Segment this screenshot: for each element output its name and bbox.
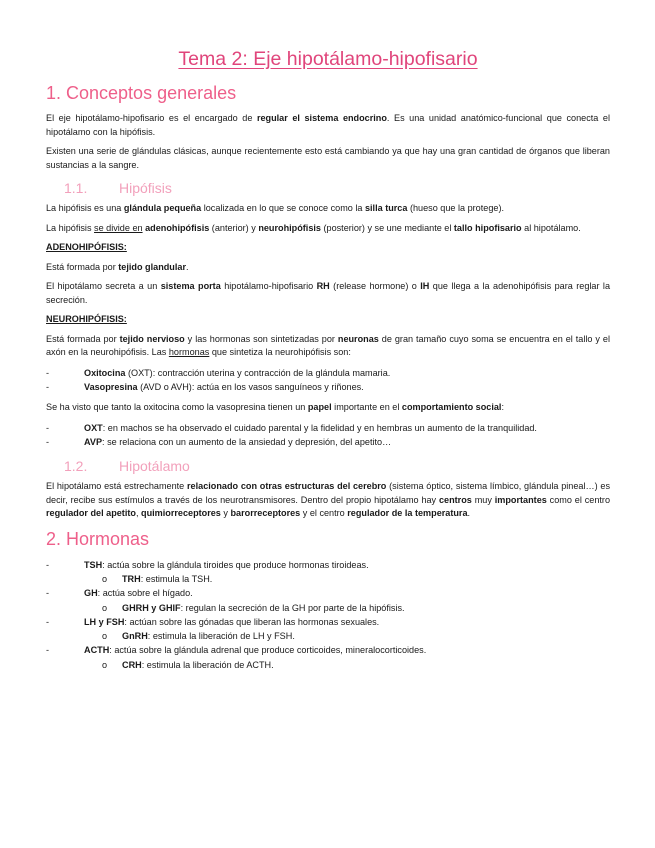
circle-bullet: o <box>102 631 108 642</box>
dash-bullet: - <box>46 559 50 570</box>
sub-list <box>46 658 610 672</box>
sub-list <box>46 572 610 586</box>
paragraph-adeno-tejido: Está formada por tejido glandular. <box>46 261 189 272</box>
adenohipofisis-heading: ADENOHIPÓFISIS: <box>46 242 127 252</box>
sub-list <box>46 629 610 643</box>
sub-list-item: o GHRH y GHIF: regulan la secreción de la GH por parte de la hipófisis. <box>46 601 610 615</box>
paragraph-hipofisis-division: La hipófisis se divide en adenohipófisis (anterior) y neurohipófisis (posterior) y se une mediante el tallo hipofisario al hipotálamo. <box>46 222 581 233</box>
subsection-number: 1.1. <box>64 180 88 196</box>
neuro-hormones-list <box>46 366 610 395</box>
list-item: - Vasopresina (AVD o AVH): actúa en los vasos sanguíneos y riñones. <box>46 380 610 394</box>
sub-list <box>46 601 610 615</box>
paragraph-hipofisis-def: La hipófisis es una glándula pequeña localizada en lo que se conoce como la silla turca (hueso que la protege). <box>46 203 504 213</box>
dash-bullet: - <box>46 645 50 656</box>
dash-bullet: - <box>46 588 50 599</box>
paragraph-glandulas: Existen una serie de glándulas clásicas, aunque recientemente esto está cambiando ya que hay una gran cantidad de órganos que liberan sustancias a la sangre. <box>46 146 610 170</box>
list-item: - AVP: se relaciona con un aumento de la ansiedad y depresión, del apetito… <box>46 435 610 449</box>
section-heading-hormonas: 2. Hormonas <box>46 528 150 549</box>
circle-bullet: o <box>102 659 108 670</box>
list-item: - GH: actúa sobre el hígado. o GHRH y GHIF: regulan la secreción de la GH por parte de la hipófisis. <box>46 586 610 615</box>
dash-bullet: - <box>46 367 50 378</box>
paragraph-social: Se ha visto que tanto la oxitocina como la vasopresina tienen un papel importante en el comportamiento social: <box>46 402 504 413</box>
social-behavior-list <box>46 421 610 450</box>
document-page <box>46 46 610 679</box>
sub-list-item: o TRH: estimula la TSH. <box>46 572 610 586</box>
dash-bullet: - <box>46 381 50 392</box>
sub-list-item: o GnRH: estimula la liberación de LH y FSH. <box>46 629 610 643</box>
subsection-number: 1.2. <box>64 458 88 475</box>
dash-bullet: - <box>46 616 50 627</box>
page-title: Tema 2: Eje hipotálamo-hipofisario <box>178 48 478 70</box>
subsection-title: Hipófisis <box>119 180 172 196</box>
section-heading-conceptos: 1. Conceptos generales <box>46 83 237 103</box>
list-item: - OXT: en machos se ha observado el cuidado parental y la fidelidad y en hembras un aumento de la tranquilidad. <box>46 421 610 435</box>
paragraph-eje: El eje hipotálamo-hipofisario es el encargado de regular el sistema endocrino. Es una unidad anatómico-funcional que conecta el hipotálamo con la hipófisis. <box>46 113 610 137</box>
subsection-heading-hipofisis <box>46 178 610 198</box>
circle-bullet: o <box>102 573 108 584</box>
list-item: - TSH: actúa sobre la glándula tiroides que produce hormonas tiroideas. o TRH: estimula la TSH. <box>46 558 610 587</box>
paragraph-neuro-tejido: Está formada por tejido nervioso y las hormonas son sintetizadas por neuronas de gran tamaño cuyo soma se encuentra en el tallo y el axón en la neurohipófisis. Las hormonas que sintetiza la neurohipófisis son: <box>46 333 611 357</box>
dash-bullet: - <box>46 436 50 447</box>
dash-bullet: - <box>46 422 50 433</box>
circle-bullet: o <box>102 602 108 613</box>
subsection-heading-hipotalamo <box>46 456 610 476</box>
list-item: - LH y FSH: actúan sobre las gónadas que liberan las hormonas sexuales. o GnRH: estimula la liberación de LH y FSH. <box>46 615 610 644</box>
hormones-list <box>46 558 610 672</box>
list-item: - ACTH: actúa sobre la glándula adrenal que produce corticoides, mineralocorticoides. o CRH: estimula la liberación de ACTH. <box>46 643 610 672</box>
sub-list-item: o CRH: estimula la liberación de ACTH. <box>46 658 610 672</box>
paragraph-adeno-porta: El hipotálamo secreta a un sistema porta hipotálamo-hipofisario RH (release hormone) o IH que llega a la adenohipófisis para reglar la secreción. <box>46 281 610 305</box>
list-item: - Oxitocina (OXT): contracción uterina y contracción de la glándula mamaria. <box>46 366 610 380</box>
neurohipofisis-heading: NEUROHIPÓFISIS: <box>46 314 127 324</box>
paragraph-hipotalamo: El hipotálamo está estrechamente relacionado con otras estructuras del cerebro (sistema óptico, sistema límbico, glándula pineal…) es decir, recibe sus estímulos a través de los neurotransmisores. Dentro del propio hipotálamo hay centros muy importantes como el centro regulador del apetito, quimiorreceptores y barorreceptores y el centro regulador de la temperatura. <box>46 481 611 519</box>
subsection-title: Hipotálamo <box>119 458 190 475</box>
